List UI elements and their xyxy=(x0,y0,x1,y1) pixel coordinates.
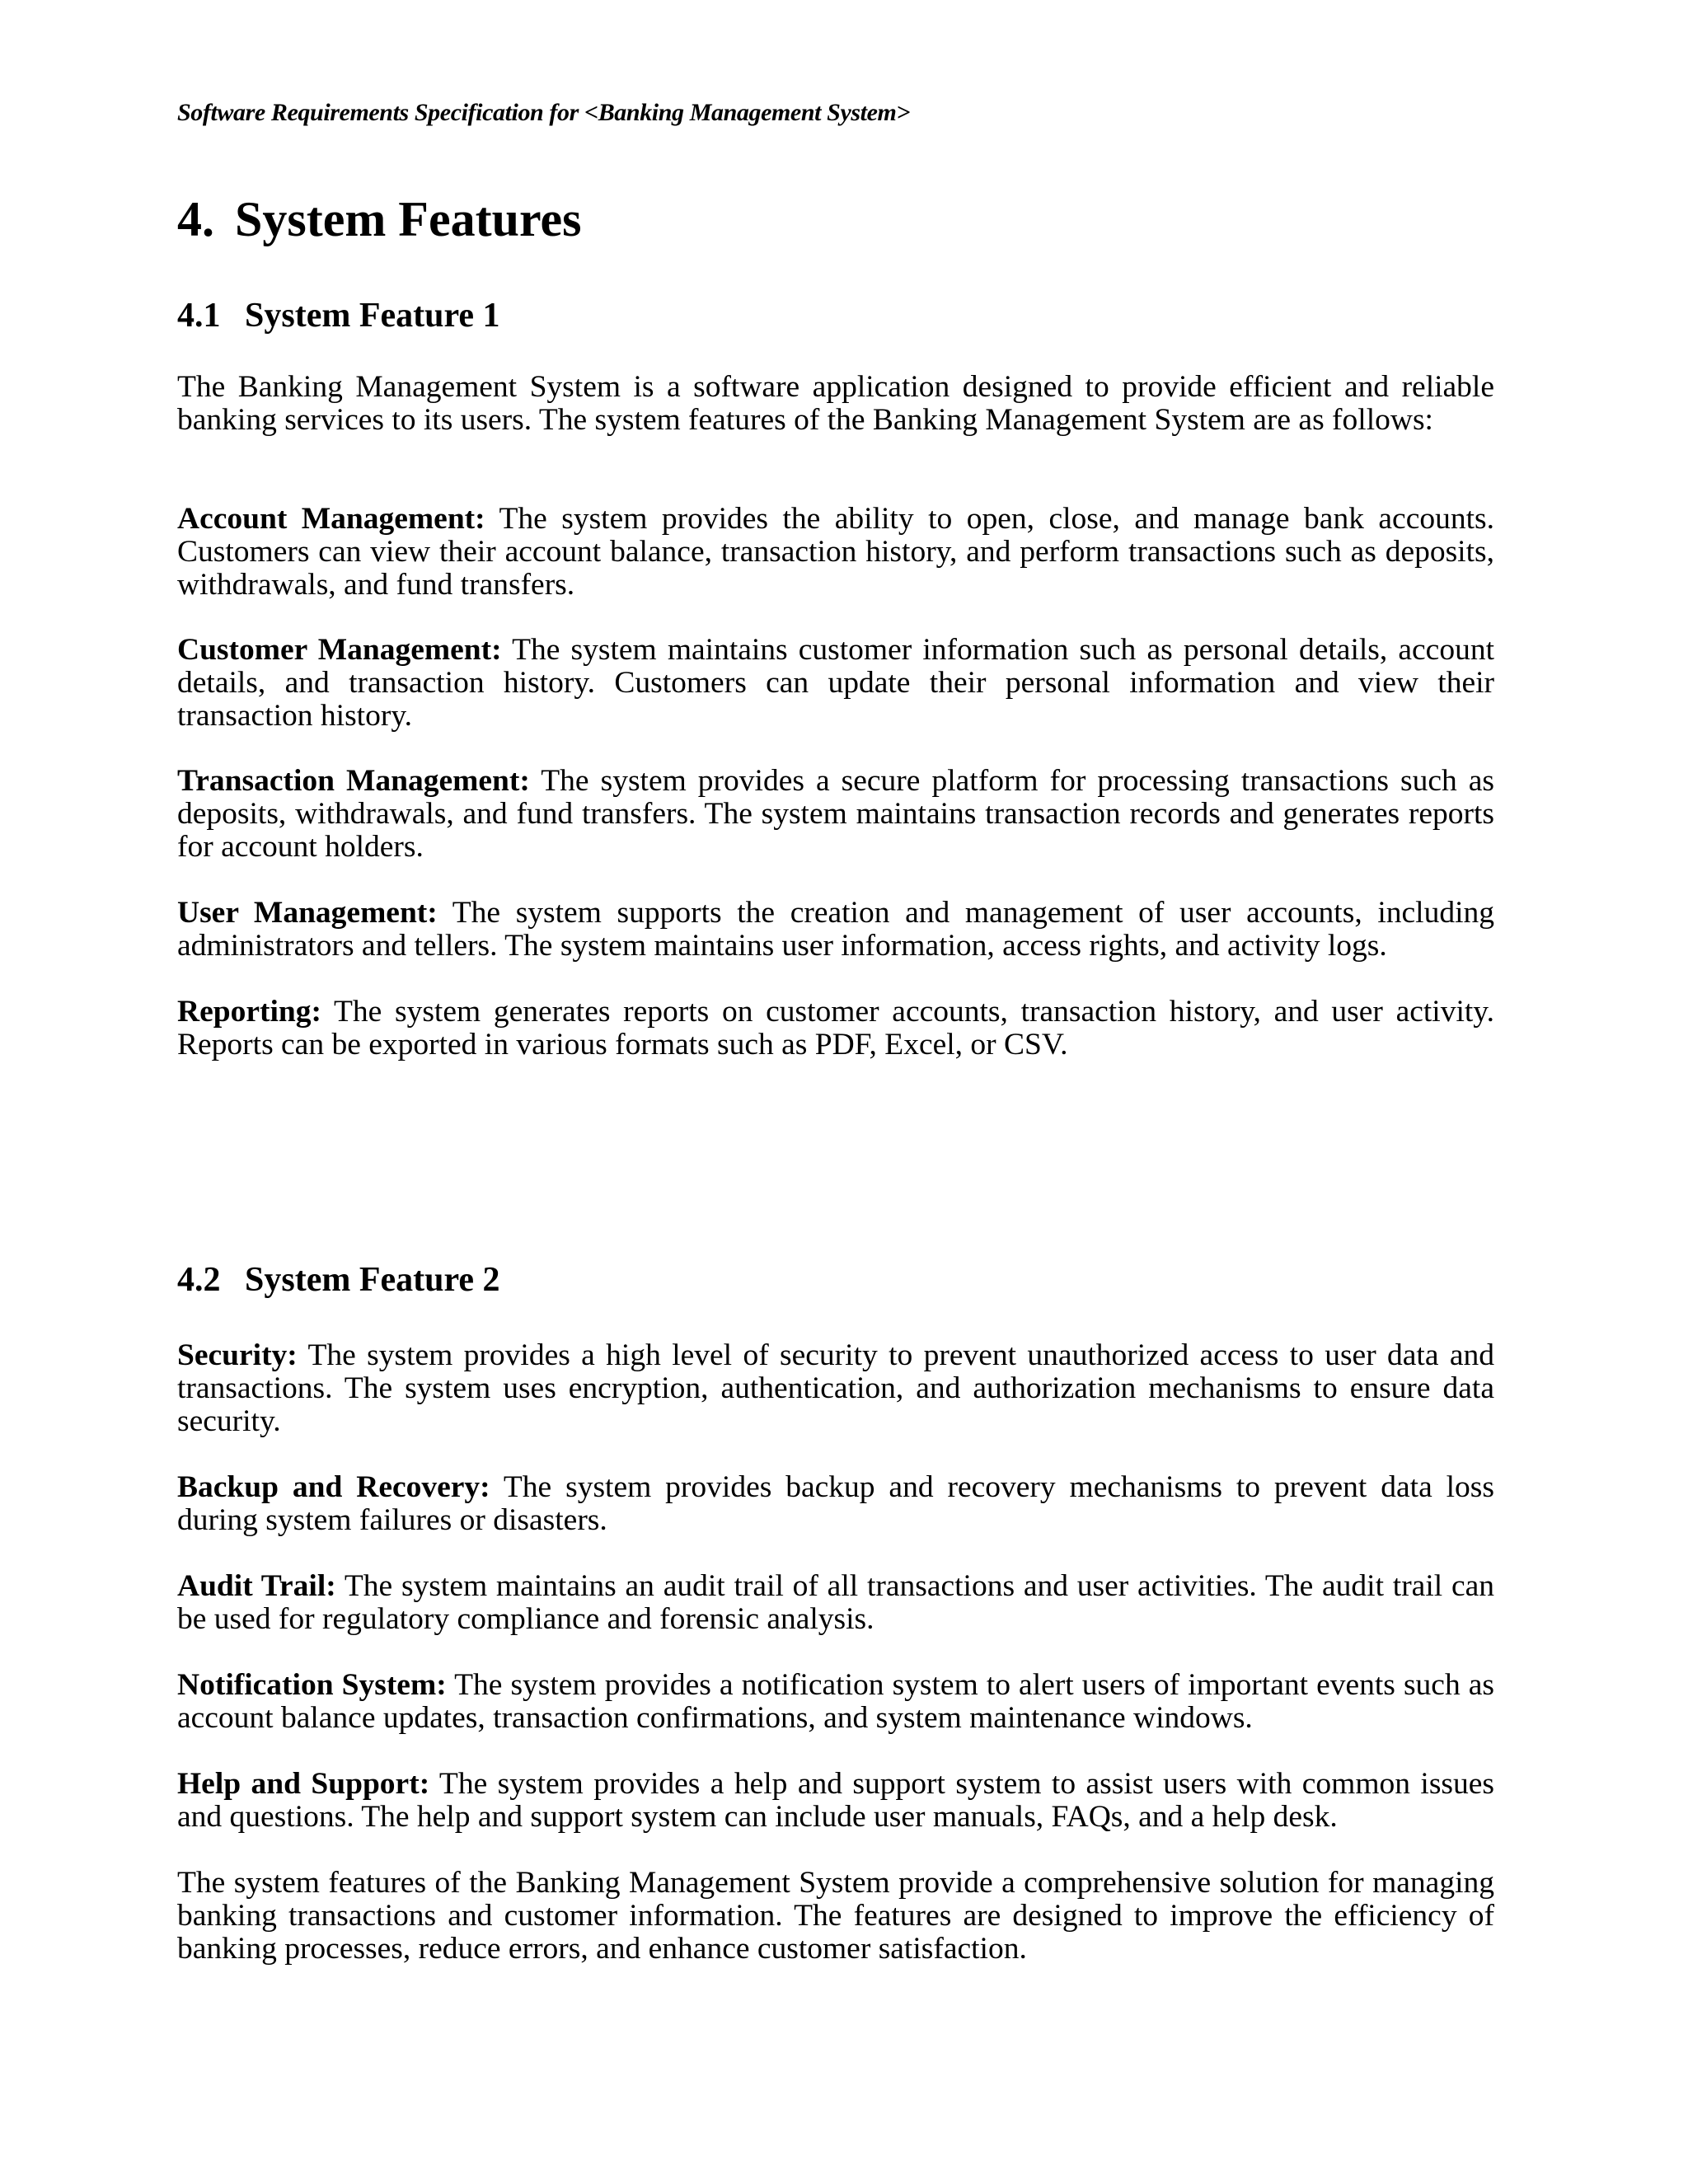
feature2-title: System Feature 2 xyxy=(245,1261,500,1299)
feature2-item-audit-trail xyxy=(177,1570,1494,1636)
item-text: The system provides the ability to open, close, and manage bank accounts. Customers can view their account balance, transaction history, and perform transactions such as deposits, withdrawals, and fund transfers. xyxy=(177,502,1494,602)
item-term: Account Management: xyxy=(177,502,485,536)
item-term: User Management: xyxy=(177,896,438,930)
feature1-item-reporting xyxy=(177,996,1494,1062)
feature1-heading xyxy=(177,298,499,333)
feature1-item-account-management xyxy=(177,503,1494,602)
feature1-intro: The Banking Management System is a software application designed to provide efficient and reliable banking services to its users. The system features of the Banking Management System are as follows: xyxy=(177,370,1494,437)
item-text: The system provides a high level of security to prevent unauthorized access to user data and transactions. The system uses encryption, authentication, and authorization mechanisms to ensure data security. xyxy=(177,1338,1494,1438)
item-term: Notification System: xyxy=(177,1668,447,1702)
section-title: System Features xyxy=(235,192,582,246)
feature2-item-notification-system xyxy=(177,1669,1494,1735)
item-text: The system provides a help and support system to assist users with common issues and questions. The help and support system can include user manuals, FAQs, and a help desk. xyxy=(177,1767,1495,1834)
feature1-title: System Feature 1 xyxy=(245,297,500,335)
feature1-number: 4.1 xyxy=(177,297,221,335)
item-text: The system maintains an audit trail of all transactions and user activities. The audit trail can be used for regulatory compliance and forensic analysis. xyxy=(177,1569,1494,1636)
feature2-heading xyxy=(177,1263,499,1297)
feature2-conclusion: The system features of the Banking Management System provide a comprehensive solution for managing banking transactions and customer information. The features are designed to improve the efficiency of banking processes, reduce errors, and enhance customer satisfaction. xyxy=(177,1866,1494,1966)
feature2-item-backup-recovery xyxy=(177,1471,1494,1537)
item-term: Transaction Management: xyxy=(177,764,530,798)
feature1-item-transaction-management xyxy=(177,765,1494,864)
item-text: The system maintains customer information such as personal details, account details, and transaction history. Customers can update their personal information and view their transaction history. xyxy=(177,633,1494,733)
feature2-item-security xyxy=(177,1339,1494,1438)
feature1-item-user-management xyxy=(177,897,1494,963)
item-text: The system provides a secure platform for processing transactions such as deposits, withdrawals, and fund transfers. The system maintains transaction records and generates reports for account holders. xyxy=(177,764,1495,864)
item-term: Reporting: xyxy=(177,995,321,1029)
item-term: Backup and Recovery: xyxy=(177,1470,490,1504)
item-text: The system provides backup and recovery mechanisms to prevent data loss during system failures or disasters. xyxy=(177,1470,1494,1537)
feature2-item-help-support xyxy=(177,1768,1494,1834)
section-number: 4. xyxy=(177,192,214,246)
item-term: Audit Trail: xyxy=(177,1569,336,1603)
feature2-number: 4.2 xyxy=(177,1261,221,1299)
item-text: The system generates reports on customer accounts, transaction history, and user activity. Reports can be exported in various formats such as PDF, Excel, or CSV. xyxy=(177,995,1494,1062)
item-term: Help and Support: xyxy=(177,1767,430,1801)
item-text: The system provides a notification system to alert users of important events such as account balance updates, transaction confirmations, and system maintenance windows. xyxy=(177,1668,1495,1735)
feature1-item-customer-management xyxy=(177,634,1494,733)
running-header: Software Requirements Specification for <Banking Management System> xyxy=(177,99,911,126)
item-text: The system supports the creation and management of user accounts, including administrators and tellers. The system maintains user information, access rights, and activity logs. xyxy=(177,896,1494,963)
section-heading xyxy=(177,194,581,244)
item-term: Security: xyxy=(177,1338,298,1372)
item-term: Customer Management: xyxy=(177,633,502,667)
